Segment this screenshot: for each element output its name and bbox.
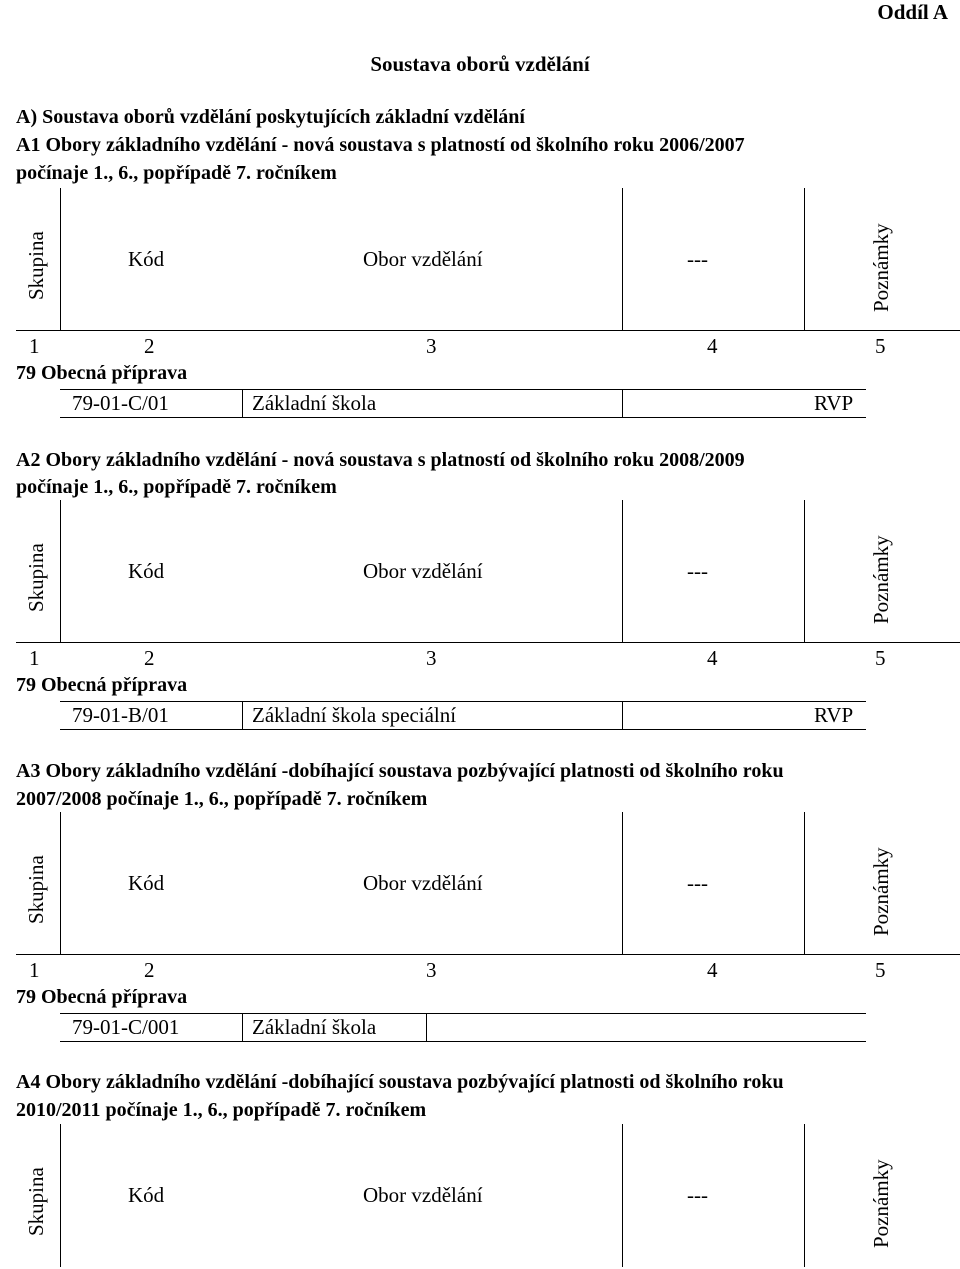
section-a3-group: 79 Obecná příprava [16,986,188,1008]
section-a1-group: 79 Obecná příprava [16,362,188,384]
col-num-3: 3 [426,334,437,358]
section-a1-row [60,389,866,418]
col-num-3: 3 [426,958,437,982]
row-name: Základní škola [252,1015,377,1039]
header-dashes: --- [687,559,708,583]
section-label: Oddíl A [877,0,948,24]
section-a1-heading-line1: A1 Obory základního vzdělání - nová soustava s platností od školního roku 2006/2007 [16,134,745,156]
section-a3-row [60,1013,866,1042]
section-a3-heading-line2: 2007/2008 počínaje 1., 6., popřípadě 7. ročníkem [16,788,428,810]
header-kod: Kód [128,559,165,583]
header-obor: Obor vzdělání [363,247,483,271]
header-kod: Kód [128,871,165,895]
header-kod: Kód [128,247,165,271]
col-num-3: 3 [426,646,437,670]
header-skupina: Skupina [24,855,48,924]
section-a2-group: 79 Obecná příprava [16,674,188,696]
row-code: 79-01-C/01 [72,391,169,415]
row-note: RVP [814,703,854,727]
section-a3-header-table [16,812,960,955]
header-dashes: --- [687,247,708,271]
section-a4-heading-line1: A4 Obory základního vzdělání -dobíhající soustava pozbývající platnosti od školního roku [16,1071,784,1093]
col-num-4: 4 [707,646,718,670]
header-skupina: Skupina [24,543,48,612]
header-dashes: --- [687,1183,708,1207]
page-title: Soustava oborů vzdělání [370,52,590,76]
header-dashes: --- [687,871,708,895]
header-poznamky: Poznámky [869,847,893,936]
col-num-5: 5 [875,334,886,358]
col-num-1: 1 [29,334,40,358]
col-num-1: 1 [29,958,40,982]
row-name: Základní škola [252,391,377,415]
section-a2-heading-line2: počínaje 1., 6., popřípadě 7. ročníkem [16,476,337,498]
row-name: Základní škola speciální [252,703,457,727]
section-a1-heading-line2: počínaje 1., 6., popřípadě 7. ročníkem [16,162,337,184]
header-kod: Kód [128,1183,165,1207]
col-num-5: 5 [875,646,886,670]
col-num-2: 2 [144,334,155,358]
section-a2-heading-line1: A2 Obory základního vzdělání - nová soustava s platností od školního roku 2008/2009 [16,449,745,471]
col-num-2: 2 [144,646,155,670]
intro-heading: A) Soustava oborů vzdělání poskytujících základní vzdělání [16,106,525,128]
header-poznamky: Poznámky [869,223,893,312]
col-num-4: 4 [707,334,718,358]
section-a1-header-table [16,188,960,331]
section-a4-header-table [16,1124,960,1267]
header-poznamky: Poznámky [869,535,893,624]
header-poznamky: Poznámky [869,1159,893,1248]
header-obor: Obor vzdělání [363,1183,483,1207]
section-a3-heading-line1: A3 Obory základního vzdělání -dobíhající soustava pozbývající platnosti od školního roku [16,760,784,782]
col-num-1: 1 [29,646,40,670]
col-num-5: 5 [875,958,886,982]
section-a2-row [60,701,866,730]
header-skupina: Skupina [24,1167,48,1236]
header-obor: Obor vzdělání [363,559,483,583]
row-code: 79-01-B/01 [72,703,169,727]
row-code: 79-01-C/001 [72,1015,180,1039]
col-num-4: 4 [707,958,718,982]
header-skupina: Skupina [24,231,48,300]
section-a4-heading-line2: 2010/2011 počínaje 1., 6., popřípadě 7. ročníkem [16,1099,427,1121]
col-num-2: 2 [144,958,155,982]
header-obor: Obor vzdělání [363,871,483,895]
section-a2-header-table [16,500,960,643]
row-note: RVP [814,391,854,415]
